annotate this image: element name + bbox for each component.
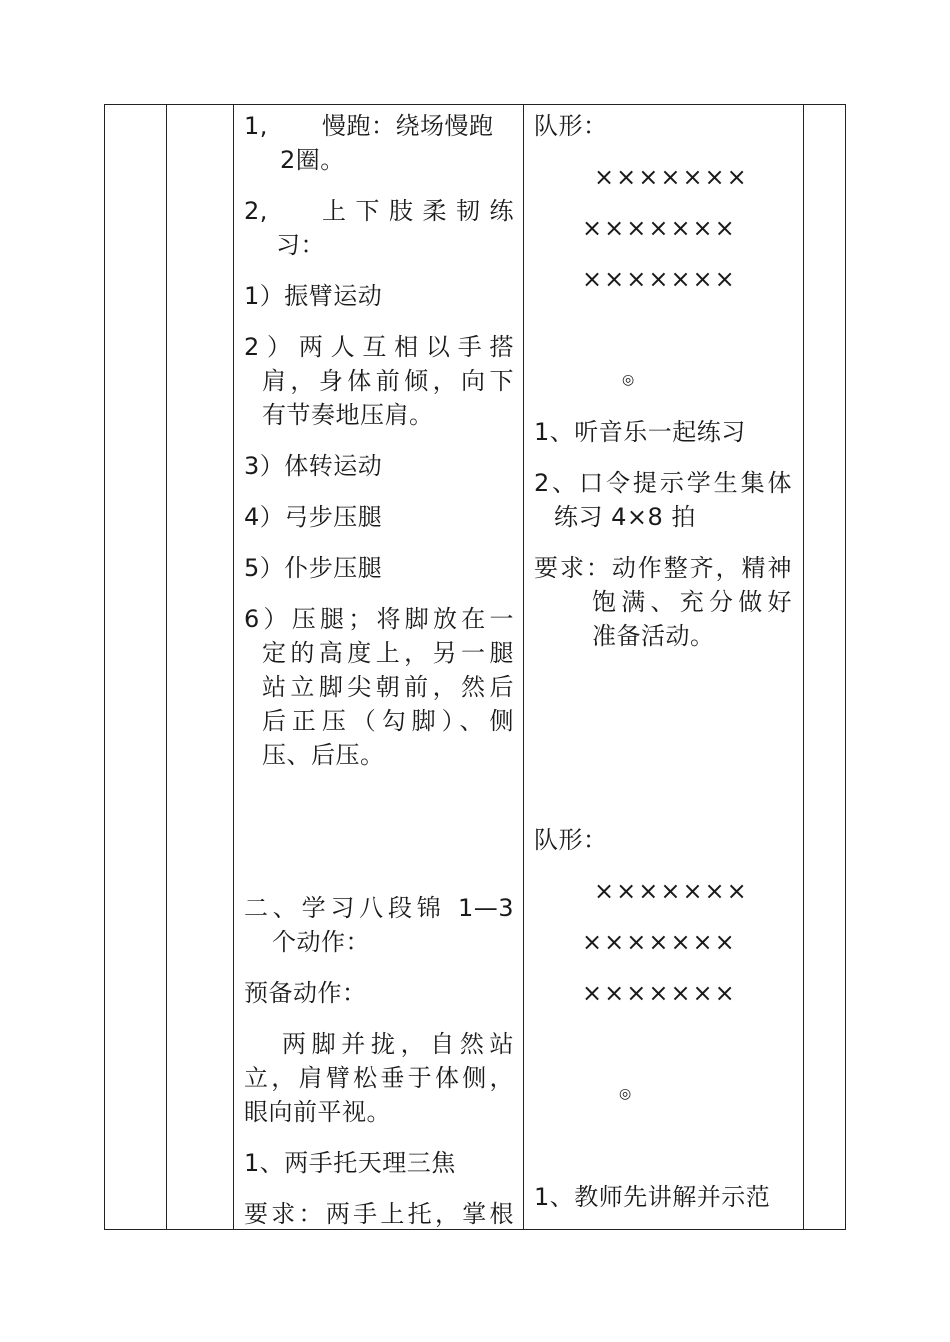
blank-cell-last (804, 105, 845, 1229)
method-column (524, 105, 804, 1229)
sub-item-6-line-2: 定的高度上，另一腿 (262, 639, 514, 667)
method-requirement-line-1: 要求：动作整齐，精神 (534, 554, 792, 582)
blank-cell-1 (105, 105, 166, 1229)
prep-description-line-3: 眼向前平视。 (244, 1098, 391, 1126)
sub-item-3: 3）体转运动 (244, 452, 383, 480)
method-step-2-line-2: 练习 4×8 拍 (554, 503, 696, 531)
item2-continuation: 习： (276, 231, 325, 259)
method-step-teacher-demo: 1、教师先讲解并示范 (534, 1183, 771, 1211)
prep-heading: 预备动作： (244, 979, 367, 1007)
formation-label-1: 队形： (534, 112, 608, 140)
formation-row-3: ××××××× (582, 265, 737, 293)
formation-row-2: ××××××× (582, 214, 737, 242)
sub-item-4: 4）弓步压腿 (244, 503, 383, 531)
formation2-row-1: ××××××× (594, 877, 749, 905)
content-column (234, 105, 524, 1229)
movement-one: 1、两手托天理三焦 (244, 1149, 456, 1177)
sub-item-5: 5）仆步压腿 (244, 554, 383, 582)
sub-item-6-line-3: 站立脚尖朝前，然后 (262, 673, 514, 701)
formation2-row-3: ××××××× (582, 979, 737, 1007)
sub-item-6-line-4: 后正压（勾脚）、侧 (262, 707, 514, 735)
item2-label: 上下肢柔韧练 (322, 197, 514, 225)
sub-item-1: 1）振臂运动 (244, 282, 383, 310)
sub-item-2-line-3: 有节奏地压肩。 (262, 401, 434, 429)
item1-continuation: 2圈。 (280, 146, 345, 174)
method-step-2-line-1: 2、口令提示学生集体 (534, 469, 792, 497)
teacher-position-icon: ◎ (622, 372, 635, 388)
formation2-row-2: ××××××× (582, 928, 737, 956)
movement-one-requirement: 要求：两手上托，掌根 (244, 1200, 514, 1228)
method-step-1: 1、听音乐一起练习 (534, 418, 746, 446)
formation-row-1: ××××××× (594, 163, 749, 191)
item1-number: 1, (244, 112, 268, 140)
sub-item-6-line-1: 6）压腿；将脚放在一 (244, 605, 514, 633)
method-requirement-line-2: 饱满、充分做好 (592, 588, 792, 616)
section-two-heading-line-1: 二、学习八段锦 1—3 (244, 894, 514, 922)
lesson-plan-table (104, 104, 846, 1230)
blank-cell-2 (167, 105, 233, 1229)
section-two-heading-line-2: 个动作： (272, 928, 370, 956)
prep-description-line-2: 立，肩臂松垂于体侧， (244, 1064, 514, 1092)
item2-number: 2, (244, 197, 268, 225)
sub-item-2-line-1: 2）两人互相以手搭 (244, 333, 514, 361)
formation-label-2: 队形： (534, 826, 608, 854)
teacher-position-icon-2: ◎ (619, 1086, 632, 1102)
item1-label: 慢跑：绕场慢跑 (322, 112, 494, 140)
sub-item-2-line-2: 肩，身体前倾，向下 (262, 367, 514, 395)
prep-description-line-1: 两脚并拢，自然站 (282, 1030, 514, 1058)
sub-item-6-line-5: 压、后压。 (262, 741, 385, 769)
method-requirement-line-3: 准备活动。 (592, 622, 715, 650)
